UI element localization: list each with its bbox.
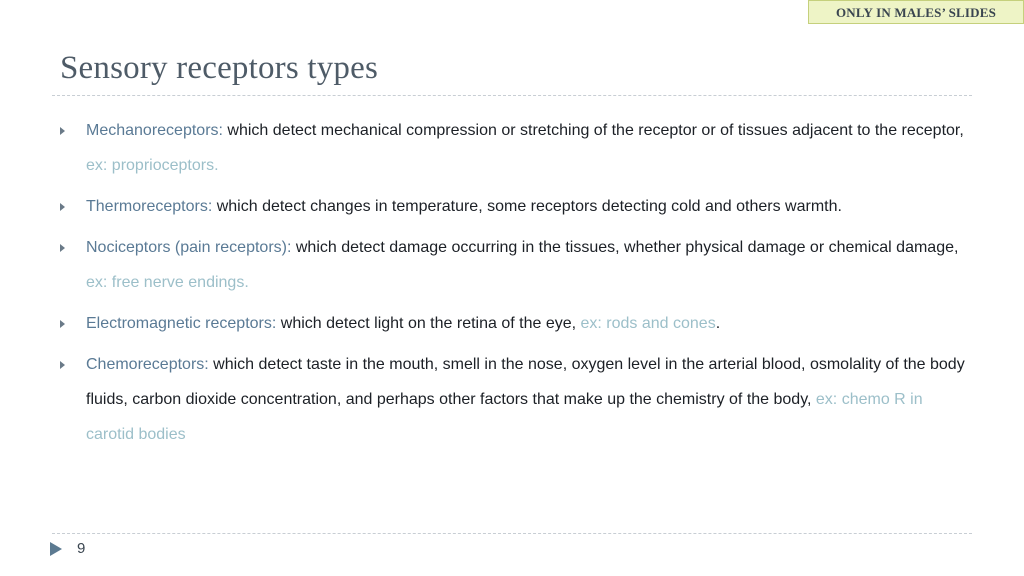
bullet-example: ex: chemo R in carotid bodies: [86, 391, 923, 443]
bullet-text: which detect mechanical compression or stretching of the receptor or of tissues adjacent to the receptor,: [222, 122, 964, 139]
bullet-list: [55, 113, 970, 458]
bullet-example: ex: rods and cones: [580, 315, 716, 332]
bullet-term: Mechanoreceptors:: [86, 122, 223, 139]
title-divider: [52, 95, 972, 96]
bullet-arrow-icon: [60, 127, 65, 135]
bullet-text: which detect damage occurring in the tissues, whether physical damage or chemical damage,: [291, 239, 959, 256]
bullet-term: Chemoreceptors:: [86, 356, 209, 373]
bullet-tail: .: [715, 315, 721, 332]
bullet-arrow-icon: [60, 361, 65, 369]
bullet-term: Thermoreceptors:: [86, 198, 213, 215]
bullet-text: which detect light on the retina of the eye,: [276, 315, 581, 332]
bullet-arrow-icon: [60, 244, 65, 252]
bullet-text: which detect changes in temperature, some receptors detecting cold and others warmth.: [212, 198, 842, 215]
bullet-arrow-icon: [60, 203, 65, 211]
bullet-text: which detect taste in the mouth, smell in the nose, oxygen level in the arterial blood, osmolality of the body fluids, carbon dioxide concentration, and perhaps other factors that make up the chemistry of the body,: [86, 356, 965, 408]
bullet-thermoreceptors: [55, 189, 970, 224]
page-number: 9: [77, 540, 86, 557]
bullet-mechanoreceptors: [55, 113, 970, 183]
bullet-electromagnetic-receptors: [55, 306, 970, 341]
bullet-term: Nociceptors (pain receptors):: [86, 239, 292, 256]
bullet-term: Electromagnetic receptors:: [86, 315, 277, 332]
bullet-nociceptors: [55, 230, 970, 300]
bullet-chemoreceptors: [55, 347, 970, 452]
footer-divider: [52, 533, 972, 534]
bullet-example: ex: free nerve endings.: [86, 274, 249, 291]
slide-title: Sensory receptors types: [60, 50, 379, 86]
bullet-arrow-icon: [60, 320, 65, 328]
slide-badge: ONLY IN MALES’ SLIDES: [808, 0, 1024, 24]
bullet-example: ex: proprioceptors.: [86, 157, 219, 174]
footer-arrow-icon: [50, 542, 62, 556]
